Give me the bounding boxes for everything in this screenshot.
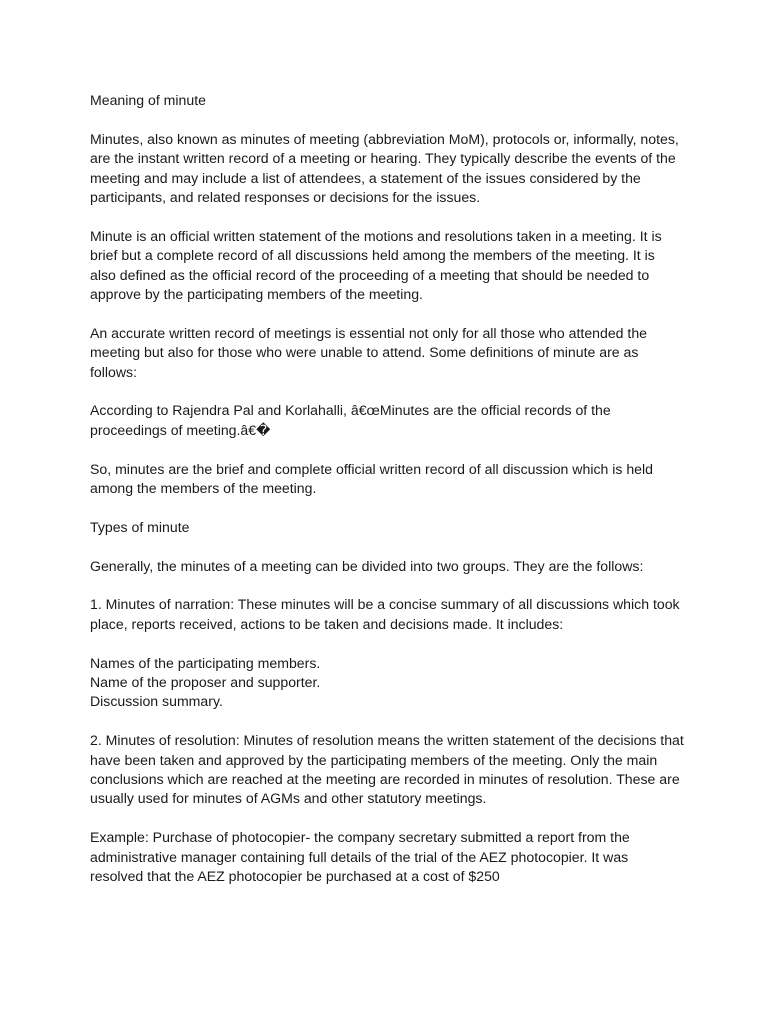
paragraph-official-statement: Minute is an official written statement of the motions and resolutions taken in a meeting. It is brief but a complete record of all discussions held among the members of the meeting. It is also defined as the official record of the proceeding of a meeting that should be needed to approve by the participating members of the meeting. [90, 227, 662, 303]
heading-types-of-minute: Types of minute [90, 518, 190, 535]
paragraph-minutes-of-narration: 1. Minutes of narration: These minutes will be a concise summary of all discussions which took place, reports received, actions to be taken and decisions made. It includes: [90, 596, 680, 632]
paragraph-summary: So, minutes are the brief and complete official written record of all discussion which is held among the members of the meeting. [90, 460, 653, 497]
narration-includes-list [90, 654, 684, 712]
paragraph-quote-definition: According to Rajendra Pal and Korlahalli, â€œMinutes are the official records of the proceedings of meeting.â€� [90, 402, 611, 438]
paragraph-minutes-definition: Minutes, also known as minutes of meeting (abbreviation MoM), protocols or, informally, notes, are the instant written record of a meeting or hearing. They typically describe the events of the meeting and may include a list of attendees, a statement of the issues considered by the participants, and related responses or decisions for the issues. [90, 130, 679, 206]
paragraph-example: Example: Purchase of photocopier- the company secretary submitted a report from the administrative manager containing full details of the trial of the AEZ photocopier. It was resolved that the AEZ photocopier be purchased at a cost of $250 [90, 829, 630, 885]
list-item: Names of the participating members. [90, 654, 321, 671]
paragraph-minutes-of-resolution: 2. Minutes of resolution: Minutes of resolution means the written statement of the decisions that have been taken and approved by the participating members of the meeting. Only the main conclusions which are reached at the meeting are recorded in minutes of resolution. These are usually used for minutes of AGMs and other statutory meetings. [90, 732, 684, 807]
list-item: Discussion summary. [90, 693, 223, 710]
paragraph-accurate-record: An accurate written record of meetings is essential not only for all those who attended the meeting but also for those who were unable to attend. Some definitions of minute are as follows: [90, 324, 648, 380]
list-item: Name of the proposer and supporter. [90, 674, 321, 691]
paragraph-two-groups: Generally, the minutes of a meeting can be divided into two groups. They are the follows: [90, 557, 644, 574]
heading-meaning-of-minute: Meaning of minute [90, 92, 206, 108]
